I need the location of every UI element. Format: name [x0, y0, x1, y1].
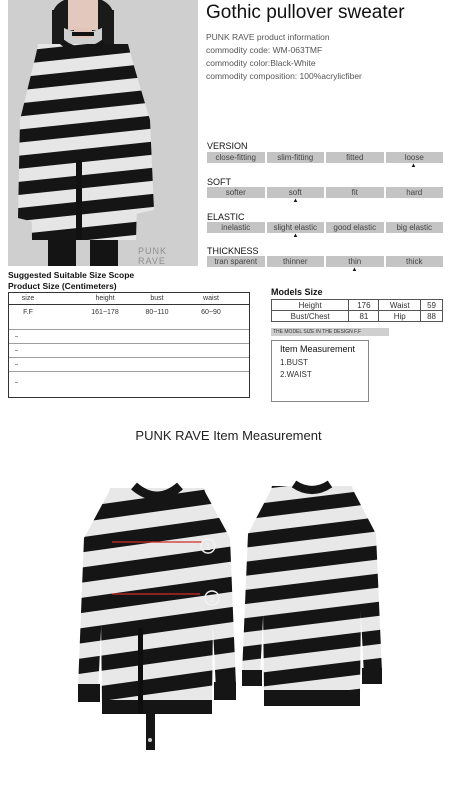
model-label-cell: Bust/Chest	[272, 311, 349, 322]
scale-bar-soft	[207, 187, 443, 198]
sweater-back-illustration	[238, 478, 386, 714]
models-size-table	[271, 299, 443, 322]
item-measurement-title: Item Measurement	[280, 344, 356, 354]
bust-cell: 80~110	[145, 309, 169, 316]
scale-option: soft	[265, 187, 325, 198]
item-measurement-box	[271, 340, 369, 402]
scale-title-thickness: THICKNESS	[207, 246, 259, 256]
model-value-cell: 88	[421, 311, 443, 322]
model-label-cell: Waist	[379, 300, 421, 311]
column-header: waist	[203, 295, 219, 302]
model-value-cell: 176	[349, 300, 379, 311]
models-size-title: Models Size	[271, 287, 323, 297]
product-info-line: commodity color:Black-White	[206, 58, 316, 68]
svg-text:2: 2	[209, 594, 215, 605]
scale-title-elastic: ELASTIC	[207, 212, 245, 222]
table-divider	[9, 343, 249, 344]
scale-option: thin	[324, 256, 384, 267]
size-table	[8, 292, 250, 398]
row-marker	[15, 382, 18, 383]
product-info-line: commodity code: WM-063TMF	[206, 45, 323, 55]
table-row	[272, 311, 443, 322]
height-cell: 161~178	[91, 309, 119, 316]
product-size-heading: Product Size (Centimeters)	[8, 281, 117, 291]
product-title: Gothic pullover sweater	[206, 2, 405, 23]
svg-text:1: 1	[205, 542, 211, 553]
scale-option: thinner	[265, 256, 325, 267]
column-header: height	[95, 295, 115, 302]
measurement-item: 1.BUST	[280, 358, 309, 367]
model-in-sweater-illustration	[8, 0, 198, 266]
selected-marker-icon: ▲	[292, 233, 299, 239]
product-info-line: PUNK RAVE product information	[206, 32, 330, 42]
model-size-note: THE MODEL SIZE IN THE DESIGN F.F	[271, 328, 389, 336]
scale-option: inelastic	[221, 223, 251, 232]
scale-option: big elastic	[384, 222, 444, 233]
size-table-header	[9, 293, 249, 305]
scale-option: fit	[324, 187, 384, 198]
model-label-cell: Hip	[379, 311, 421, 322]
scale-option: good elastic	[324, 222, 384, 233]
scale-option: thick	[384, 256, 444, 267]
selected-marker-icon: ▲	[410, 163, 417, 169]
scale-option: softer	[225, 188, 246, 197]
row-marker	[15, 350, 18, 351]
scale-bar-thickness	[207, 256, 443, 267]
scale-bar-version	[207, 152, 443, 163]
product-info-line: commodity composition: 100%acrylicfiber	[206, 71, 362, 81]
row-marker	[15, 364, 18, 365]
scale-option: slight elastic	[265, 222, 325, 233]
column-header: size	[21, 295, 35, 302]
size-cell: F.F	[23, 309, 33, 316]
scale-option: tran sparent	[214, 257, 258, 266]
model-label-cell: Height	[272, 300, 349, 311]
row-marker	[15, 336, 18, 337]
scale-option: hard	[384, 187, 444, 198]
selected-marker-icon: ▲	[292, 198, 299, 204]
scale-option: fitted	[324, 152, 384, 163]
sweater-front-illustration	[72, 478, 242, 750]
scale-title-soft: SOFT	[207, 177, 231, 187]
hero-photo	[8, 0, 198, 266]
table-divider	[9, 329, 249, 330]
scale-option: close-fitting	[215, 153, 256, 162]
measurement-section-title: PUNK RAVE Item Measurement	[135, 428, 322, 443]
table-row	[272, 300, 443, 311]
brand-watermark: PUNK RAVE	[138, 246, 168, 266]
measurement-item: 2.WAIST	[280, 370, 312, 379]
scale-title-version: VERSION	[207, 141, 248, 151]
size-scope-heading: Suggested Suitable Size Scope	[8, 270, 135, 280]
scale-option: loose	[384, 152, 444, 163]
selected-marker-icon: ▲	[351, 267, 358, 273]
column-header: bust	[150, 295, 164, 302]
table-divider	[9, 371, 249, 372]
waist-cell: 60~90	[201, 309, 221, 316]
scale-bar-elastic	[207, 222, 443, 233]
table-divider	[9, 357, 249, 358]
model-value-cell: 81	[349, 311, 379, 322]
scale-option: slim-fitting	[265, 152, 325, 163]
model-value-cell: 59	[421, 300, 443, 311]
